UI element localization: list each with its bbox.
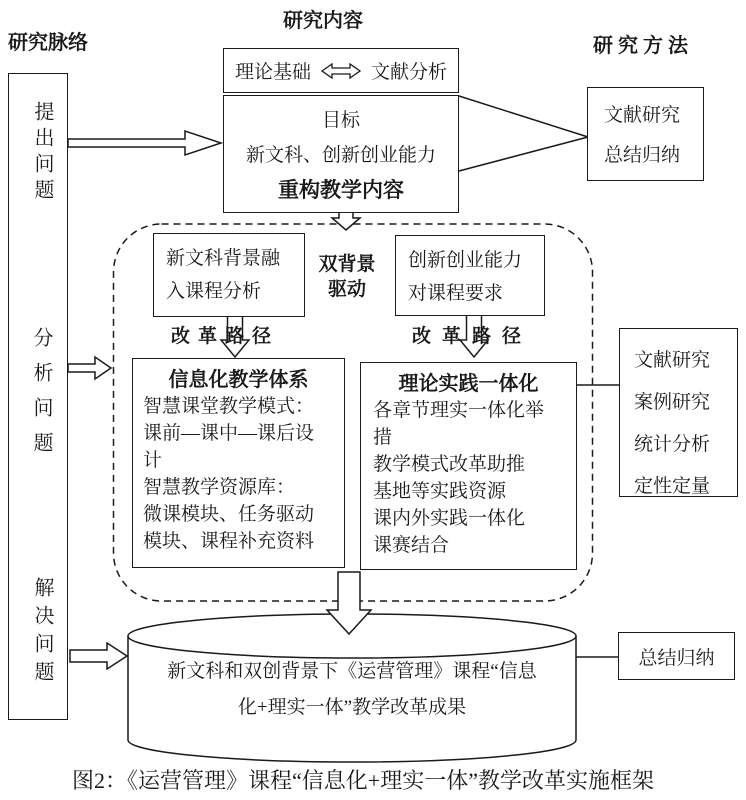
method-box-middle: [619, 328, 738, 497]
dual-background-line-2: 驱动: [327, 279, 366, 300]
right-driver-line-1: 创新创业能力: [408, 250, 523, 271]
left-rail-item-raise-question: 提出问题: [31, 101, 53, 205]
double-arrow-icon: [321, 62, 361, 80]
right-driver-line-2: 对课程要求: [408, 283, 504, 304]
theory-literature-box: [223, 48, 459, 93]
summary-box: [618, 632, 735, 680]
integration-box-line-5: 课内外实践一体化: [373, 508, 526, 529]
arrow-solve-to-result: [70, 643, 127, 669]
theory-practice-integration-box: [360, 362, 577, 570]
dual-background-line-1: 双背景: [318, 254, 376, 275]
method-middle-line-4: 定性定量: [634, 476, 711, 497]
integration-box-line-2: 措: [373, 427, 393, 448]
integration-box-line-3: 教学模式改革助推: [373, 454, 526, 475]
result-cylinder-text: [128, 654, 576, 726]
header-research-content: 研究内容: [283, 10, 363, 32]
integration-box-title: 理论实践一体化: [398, 373, 539, 395]
info-teaching-system-title: 信息化教学体系: [168, 369, 309, 391]
line-goal-to-method-top-upper: [459, 96, 588, 137]
info-box-line-1: 智慧课堂教学模式：: [143, 396, 315, 417]
line-goal-to-method-top-lower: [459, 137, 588, 171]
info-box-line-5: 微课模块、任务驱动: [143, 504, 315, 525]
method-middle-line-2: 案例研究: [634, 392, 711, 413]
figure-caption: 图2：《运营管理》课程“信息化+理实一体”教学改革实施框架: [72, 768, 654, 793]
summary-label: 总结归纳: [638, 647, 715, 669]
info-box-line-2: 课前—课中—课后设: [143, 423, 315, 444]
method-box-top: [587, 87, 704, 181]
theory-basis-label: 理论基础: [234, 62, 311, 83]
integration-box-line-4: 基地等实践资源: [373, 481, 507, 502]
integration-box-line-1: 各章节理实一体化举: [373, 400, 545, 421]
goal-box: [223, 95, 459, 213]
header-research-method: 研究方法: [593, 35, 693, 57]
method-middle-line-1: 文献研究: [634, 350, 711, 371]
result-line-2: 化+理实一体”教学改革成果: [237, 697, 467, 718]
dual-background-driven-label: [314, 252, 380, 302]
info-teaching-system-box: [132, 358, 345, 568]
goal-abilities-line: 新文科、创新创业能力: [245, 145, 436, 166]
left-rail-item-analyze-question: 分析问题: [30, 327, 52, 467]
left-rail-item-solve-question: 解决问题: [31, 577, 53, 689]
literature-analysis-label: 文献分析: [371, 62, 448, 83]
info-box-line-4: 智慧教学资源库：: [143, 477, 296, 498]
innovation-ability-driver-box: [395, 235, 545, 316]
reform-path-label-right: 改革路径: [412, 326, 533, 347]
integration-box-line-6: 课赛结合: [373, 535, 450, 556]
arrow-raise-to-goal: [68, 131, 221, 155]
new-liberal-arts-driver-box: [153, 233, 305, 317]
method-top-line-2: 总结归纳: [604, 145, 681, 166]
method-middle-line-3: 统计分析: [634, 434, 711, 455]
left-driver-line-2: 入课程分析: [166, 281, 262, 302]
info-box-line-3: 计: [143, 450, 163, 471]
reform-path-label-left: 改革路径: [171, 326, 280, 347]
info-box-line-6: 模块、课程补充资料: [143, 531, 315, 552]
goal-line: 目标: [321, 110, 360, 131]
method-top-line-1: 文献研究: [604, 105, 681, 126]
result-line-1: 新文科和双创背景下《运营管理》课程“信息: [167, 661, 537, 682]
left-driver-line-1: 新文科背景融: [166, 248, 281, 269]
rebuild-teaching-content-label: 重构教学内容: [278, 178, 404, 202]
header-research-thread: 研究脉络: [8, 32, 88, 54]
arrow-analyze-to-region: [68, 357, 111, 379]
